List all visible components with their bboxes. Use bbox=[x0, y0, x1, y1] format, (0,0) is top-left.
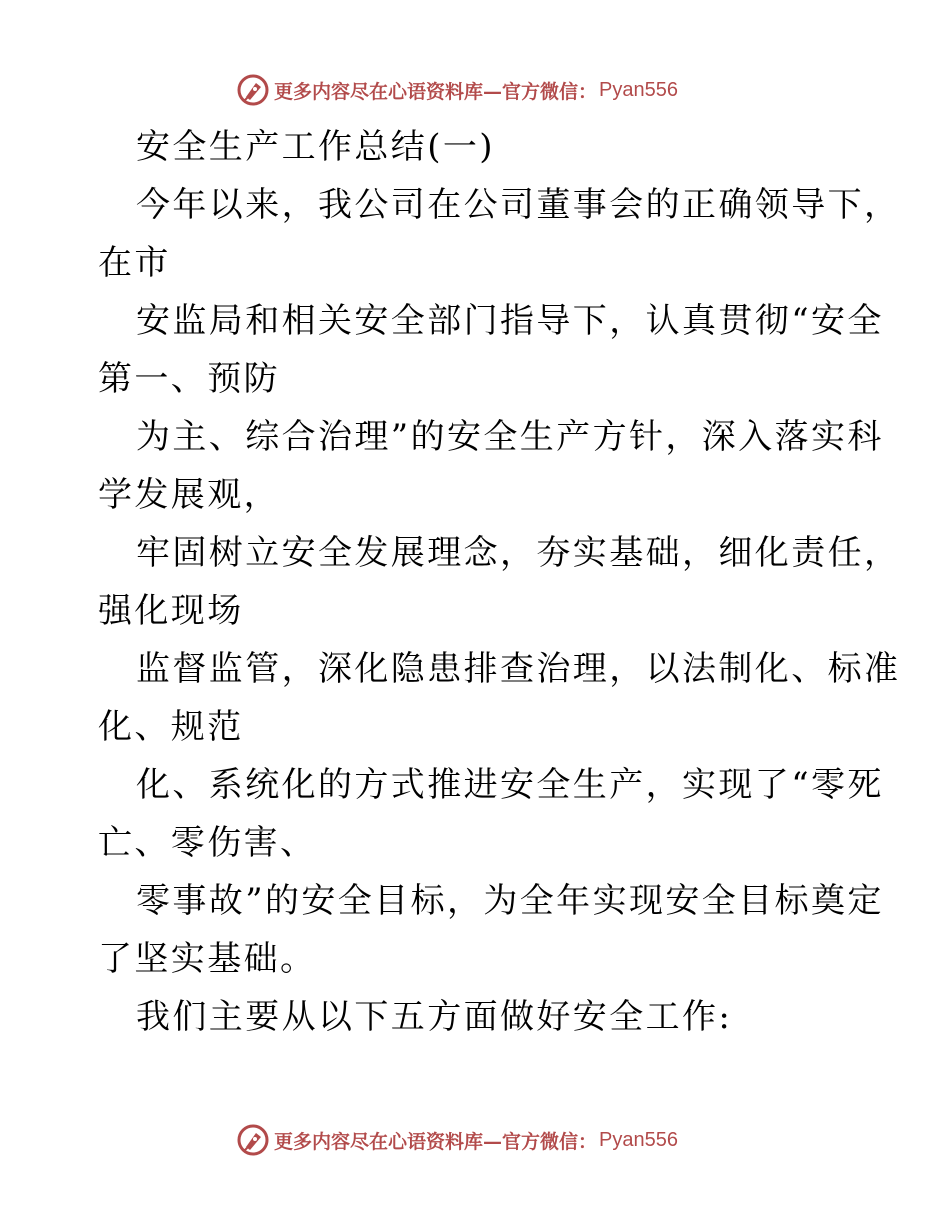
header-watermark bbox=[236, 72, 678, 108]
document-body bbox=[98, 118, 901, 1046]
watermark-id: Pyan556 bbox=[599, 78, 678, 101]
footer-watermark bbox=[236, 1122, 678, 1158]
paragraph-line: 强化现场 bbox=[98, 591, 244, 631]
paragraph-line: 亡、零伤害、 bbox=[98, 823, 317, 863]
paragraph-line: 我们主要从以下五方面做好安全工作: bbox=[136, 997, 733, 1037]
paragraph-line: 零事故”的安全目标，为全年实现安全目标奠定 bbox=[136, 881, 884, 921]
paragraph-line: 化、规范 bbox=[98, 707, 244, 747]
paragraph-line: 在市 bbox=[98, 243, 171, 283]
document-title: 安全生产工作总结(一) bbox=[136, 127, 495, 167]
paragraph-line: 为主、综合治理”的安全生产方针，深入落实科 bbox=[136, 417, 884, 457]
paragraph-line: 牢固树立安全发展理念，夯实基础，细化责任， bbox=[136, 533, 901, 573]
pen-nib-logo-icon bbox=[236, 73, 270, 107]
paragraph-line: 安监局和相关安全部门指导下，认真贯彻“安全 bbox=[136, 301, 884, 341]
watermark-text: 更多内容尽在心语资料库—官方微信： bbox=[274, 80, 598, 103]
paragraph-line: 学发展观， bbox=[98, 475, 280, 515]
paragraph-line: 第一、预防 bbox=[98, 359, 280, 399]
paragraph-line: 监督监管，深化隐患排查治理，以法制化、标准 bbox=[136, 649, 901, 689]
pen-nib-logo-icon bbox=[236, 1123, 270, 1157]
watermark-text: 更多内容尽在心语资料库—官方微信： bbox=[274, 1130, 598, 1153]
paragraph-line: 化、系统化的方式推进安全生产，实现了“零死 bbox=[136, 765, 884, 805]
paragraph-line: 今年以来，我公司在公司董事会的正确领导下， bbox=[136, 185, 901, 225]
watermark-id: Pyan556 bbox=[599, 1128, 678, 1151]
paragraph-line: 了坚实基础。 bbox=[98, 939, 317, 979]
